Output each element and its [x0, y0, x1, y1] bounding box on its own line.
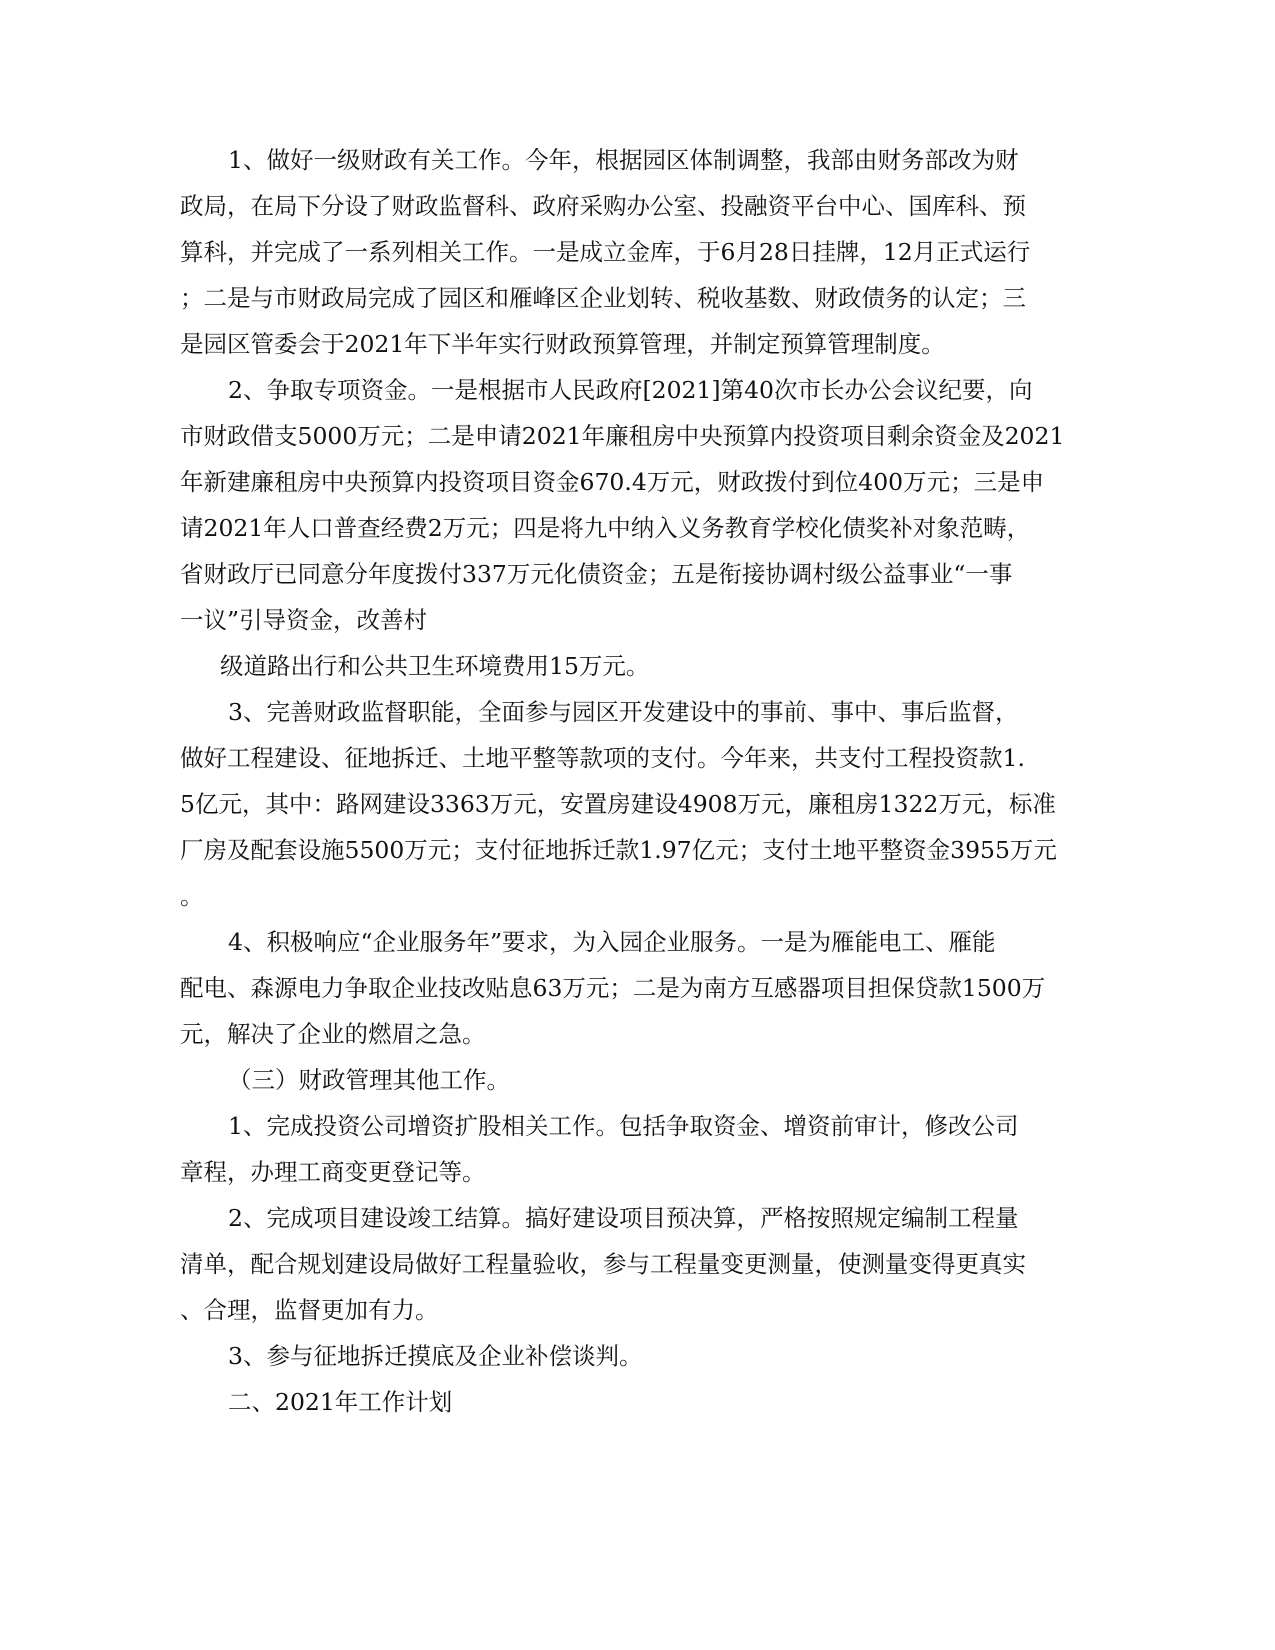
paragraph-2-line-4: 请2021年人口普查经费2万元；四是将九中纳入义务教育学校化债奖补对象范畴，: [180, 514, 1031, 542]
paragraph-1-line-5: 是园区管委会于2021年下半年实行财政预算管理，并制定预算管理制度。: [180, 330, 945, 358]
paragraph-3-line-1: 3、完善财政监督职能，全面参与园区开发建设中的事前、事中、事后监督，: [228, 698, 1019, 726]
section-heading-3: （三）财政管理其他工作。: [228, 1066, 510, 1094]
paragraph-4-line-2: 配电、森源电力争取企业技改贴息63万元；二是为南方互感器项目担保贷款1500万: [180, 974, 1046, 1002]
paragraph-3-line-3: 5亿元，其中：路网建设3363万元，安置房建设4908万元，廉租房1322万元，标准: [180, 790, 1056, 818]
paragraph-5-line-1: 1、完成投资公司增资扩股相关工作。包括争取资金、增资前审计，修改公司: [228, 1112, 1019, 1140]
paragraph-1-line-2: 政局，在局下分设了财政监督科、政府采购办公室、投融资平台中心、国库科、预: [180, 192, 1026, 220]
paragraph-3-line-5: 。: [180, 882, 204, 910]
paragraph-1-line-1: 1、做好一级财政有关工作。今年，根据园区体制调整，我部由财务部改为财: [228, 146, 1019, 174]
paragraph-6-line-3: 、合理，监督更加有力。: [180, 1296, 439, 1324]
paragraph-6-line-1: 2、完成项目建设竣工结算。搞好建设项目预决算，严格按照规定编制工程量: [228, 1204, 1019, 1232]
paragraph-1-line-3: 算科，并完成了一系列相关工作。一是成立金库，于6月28日挂牌，12月正式运行: [180, 238, 1031, 266]
paragraph-2-line-1: 2、争取专项资金。一是根据市人民政府[2021]第40次市长办公会议纪要，向: [228, 376, 1033, 404]
paragraph-3-line-4: 厂房及配套设施5500万元；支付征地拆迁款1.97亿元；支付土地平整资金3955万元: [180, 836, 1057, 864]
section-heading-2021-plan: 二、2021年工作计划: [228, 1388, 453, 1416]
paragraph-2-line-7: 级道路出行和公共卫生环境费用15万元。: [220, 652, 650, 680]
paragraph-1-line-4: ；二是与市财政局完成了园区和雁峰区企业划转、税收基数、财政债务的认定；三: [180, 284, 1026, 312]
paragraph-6-line-2: 清单，配合规划建设局做好工程量验收，参与工程量变更测量，使测量变得更真实: [180, 1250, 1026, 1278]
paragraph-4-line-3: 元，解决了企业的燃眉之急。: [180, 1020, 486, 1048]
paragraph-2-line-2: 市财政借支5000万元；二是申请2021年廉租房中央预算内投资项目剩余资金及2021: [180, 422, 1065, 450]
paragraph-2-line-3: 年新建廉租房中央预算内投资项目资金670.4万元，财政拨付到位400万元；三是申: [180, 468, 1045, 496]
paragraph-2-line-5: 省财政厅已同意分年度拨付337万元化债资金；五是衔接协调村级公益事业“一事: [180, 560, 1013, 588]
paragraph-3-line-2: 做好工程建设、征地拆迁、土地平整等款项的支付。今年来，共支付工程投资款1.: [180, 744, 1025, 772]
paragraph-2-line-6: 一议”引导资金，改善村: [180, 606, 428, 634]
paragraph-4-line-1: 4、积极响应“企业服务年”要求，为入园企业服务。一是为雁能电工、雁能: [228, 928, 996, 956]
paragraph-7-line-1: 3、参与征地拆迁摸底及企业补偿谈判。: [228, 1342, 643, 1370]
paragraph-5-line-2: 章程，办理工商变更登记等。: [180, 1158, 486, 1186]
